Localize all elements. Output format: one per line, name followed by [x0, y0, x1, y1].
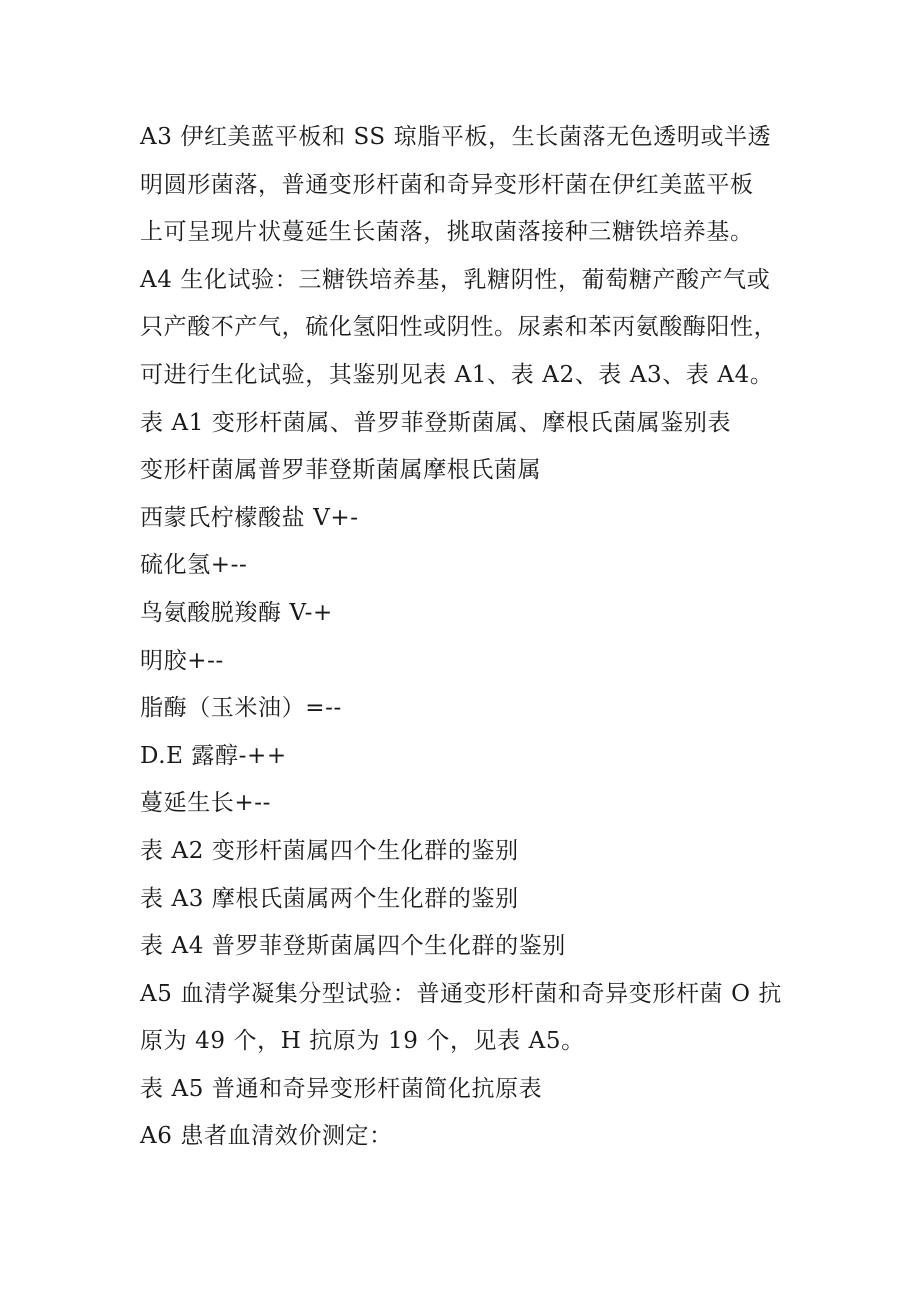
- paragraph-a6-heading: A6 患者血清效价测定：: [140, 1123, 393, 1150]
- table-a4-caption: 表 A4 普罗菲登斯菌属四个生化群的鉴别: [140, 933, 566, 960]
- table-a3-caption: 表 A3 摩根氏菌属两个生化群的鉴别: [140, 885, 519, 912]
- paragraph-a3-line-3: 上可呈现片状蔓延生长菌落，挑取菌落接种三糖铁培养基。: [140, 219, 754, 246]
- table-a1-row-gelatin: 明胶+--: [140, 647, 224, 674]
- paragraph-a4-line-2: 只产酸不产气，硫化氢阳性或阴性。尿素和苯丙氨酸酶阳性，: [140, 314, 778, 341]
- table-a1-header-row: 变形杆菌属普罗菲登斯菌属摩根氏菌属: [140, 457, 542, 484]
- table-a1-row-ornithine: 鸟氨酸脱羧酶 V-+: [140, 599, 333, 626]
- table-a2-caption: 表 A2 变形杆菌属四个生化群的鉴别: [140, 837, 519, 864]
- table-a1-row-citrate: 西蒙氏柠檬酸盐 V+-: [140, 504, 359, 531]
- paragraph-a3-line-2: 明圆形菌落，普通变形杆菌和奇异变形杆菌在伊红美蓝平板: [140, 171, 754, 198]
- table-a1-row-swarming: 蔓延生长+--: [140, 790, 272, 817]
- paragraph-a4-line-1: A4 生化试验：三糖铁培养基，乳糖阴性，葡萄糖产酸产气或: [140, 266, 771, 293]
- paragraph-a3-line-1: A3 伊红美蓝平板和 SS 琼脂平板，生长菌落无色透明或半透: [140, 124, 772, 150]
- table-a1-row-mannitol: D.E 露醇-++: [140, 742, 287, 769]
- paragraph-a5-line-1: A5 血清学凝集分型试验：普通变形杆菌和奇异变形杆菌 O 抗: [140, 980, 783, 1007]
- table-a1-row-h2s: 硫化氢+--: [140, 552, 248, 579]
- table-a5-caption: 表 A5 普通和奇异变形杆菌简化抗原表: [140, 1075, 543, 1102]
- document-body: [140, 114, 800, 1161]
- table-a1-caption: 表 A1 变形杆菌属、普罗菲登斯菌属、摩根氏菌属鉴别表: [140, 409, 732, 436]
- paragraph-a5-line-2: 原为 49 个，H 抗原为 19 个，见表 A5。: [140, 1028, 585, 1055]
- paragraph-a4-line-3: 可进行生化试验，其鉴别见表 A1、表 A2、表 A3、表 A4。: [140, 361, 774, 388]
- table-a1-row-lipase: 脂酶（玉米油）=--: [140, 695, 342, 722]
